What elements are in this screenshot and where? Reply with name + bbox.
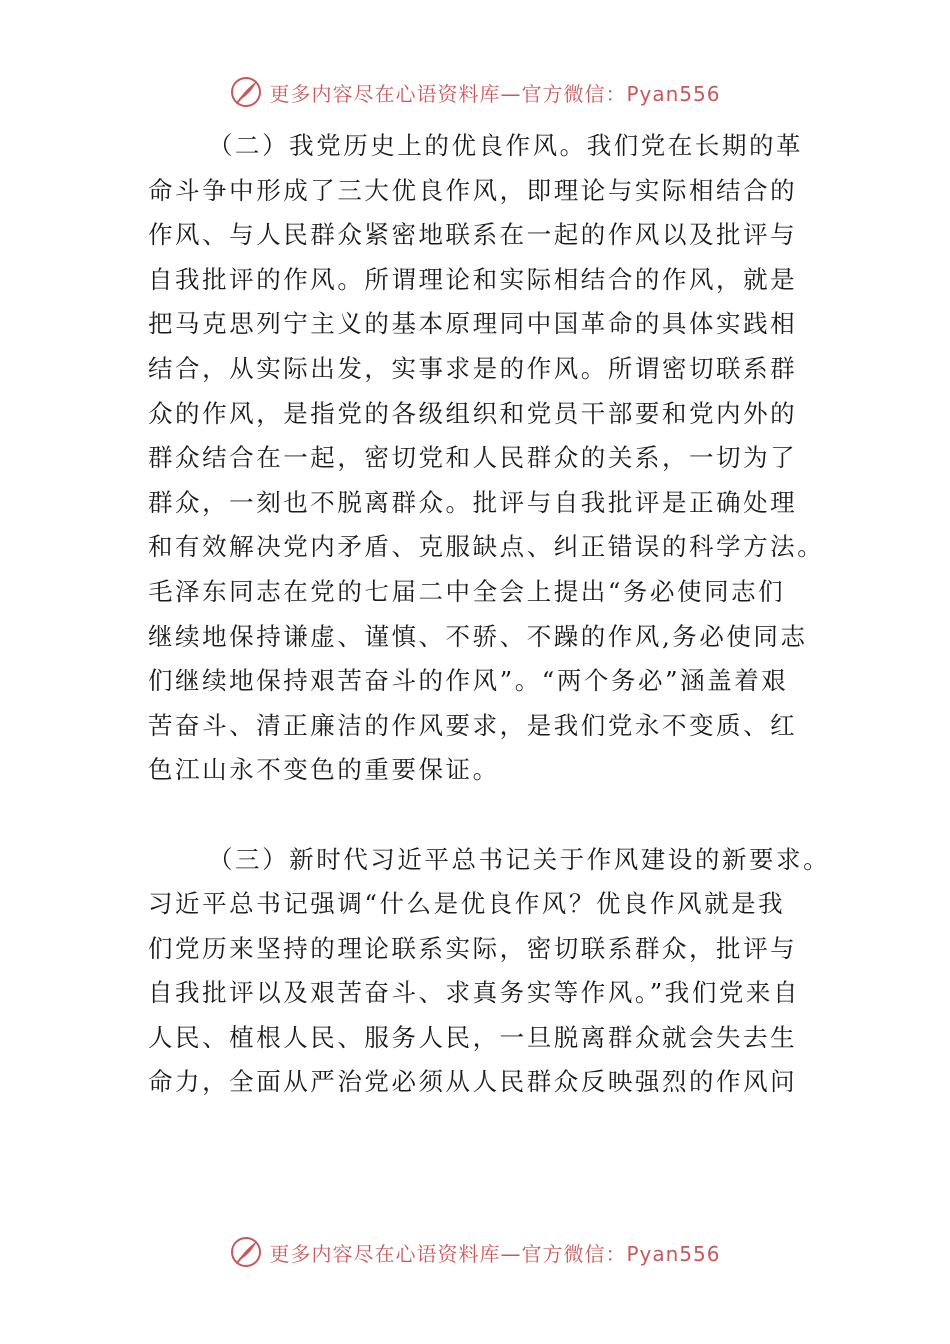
paragraph-line: 命力，全面从严治党必须从人民群众反映强烈的作风问 xyxy=(148,1067,798,1097)
paragraph-line: 结合，从实际出发，实事求是的作风。所谓密切联系群 xyxy=(148,353,798,383)
paragraph-line: 苦奋斗、清正廉洁的作风要求，是我们党永不变质、红 xyxy=(148,710,798,740)
paragraph-line: （二）我党历史上的优良作风。我们党在长期的革 xyxy=(208,131,804,160)
paragraph-line: （三）新时代习近平总书记关于作风建设的新要求。 xyxy=(208,844,831,874)
paragraph-line: 命斗争中形成了三大优良作风，即理论与实际相结合的 xyxy=(148,175,798,205)
paragraph-line: 习近平总书记强调“什么是优良作风？优良作风就是我 xyxy=(148,889,786,919)
section-3 xyxy=(148,838,831,1106)
paragraph-line: 自我批评的作风。所谓理论和实际相结合的作风，就是 xyxy=(148,264,798,294)
paragraph-line: 自我批评以及艰苦奋斗、求真务实等作风。”我们党来自 xyxy=(148,978,801,1008)
paragraph-line: 群众，一刻也不脱离群众。批评与自我批评是正确处理 xyxy=(148,487,798,517)
paragraph-line: 们继续地保持艰苦奋斗的作风”。“两个务必”涵盖着艰 xyxy=(148,666,789,696)
paragraph-line: 和有效解决党内矛盾、克服缺点、纠正错误的科学方法。 xyxy=(148,532,825,562)
paragraph-line: 众的作风，是指党的各级组织和党员干部要和党内外的 xyxy=(148,398,798,428)
paragraph-line: 把马克思列宁主义的基本原理同中国革命的具体实践相 xyxy=(148,309,798,339)
quill-pen-logo-icon xyxy=(229,1235,263,1269)
paragraph-line: 人民、植根人民、服务人民，一旦脱离群众就会失去生 xyxy=(148,1022,798,1052)
watermark-text: 更多内容尽在心语资料库—官方微信：Pyan556 xyxy=(269,81,721,106)
paragraph-line: 群众结合在一起，密切党和人民群众的关系，一切为了 xyxy=(148,443,798,473)
paragraph-gap xyxy=(148,793,812,838)
watermark-banner-bottom xyxy=(0,1230,950,1274)
paragraph-line: 色江山永不变色的重要保证。 xyxy=(148,755,500,785)
paragraph-line: 作风、与人民群众紧密地联系在一起的作风以及批评与 xyxy=(148,220,798,250)
section-2 xyxy=(148,124,825,793)
watermark-banner-top xyxy=(0,70,950,114)
paragraph-line: 们党历来坚持的理论联系实际，密切联系群众，批评与 xyxy=(148,933,798,963)
paragraph-line: 毛泽东同志在党的七届二中全会上提出“务必使同志们 xyxy=(148,576,786,606)
watermark-text: 更多内容尽在心语资料库—官方微信：Pyan556 xyxy=(269,1241,721,1266)
document-body xyxy=(148,124,831,1105)
quill-pen-logo-icon xyxy=(229,75,263,109)
paragraph-line: 继续地保持谦虚、谨慎、不骄、不躁的作风,务必使同志 xyxy=(148,621,808,651)
